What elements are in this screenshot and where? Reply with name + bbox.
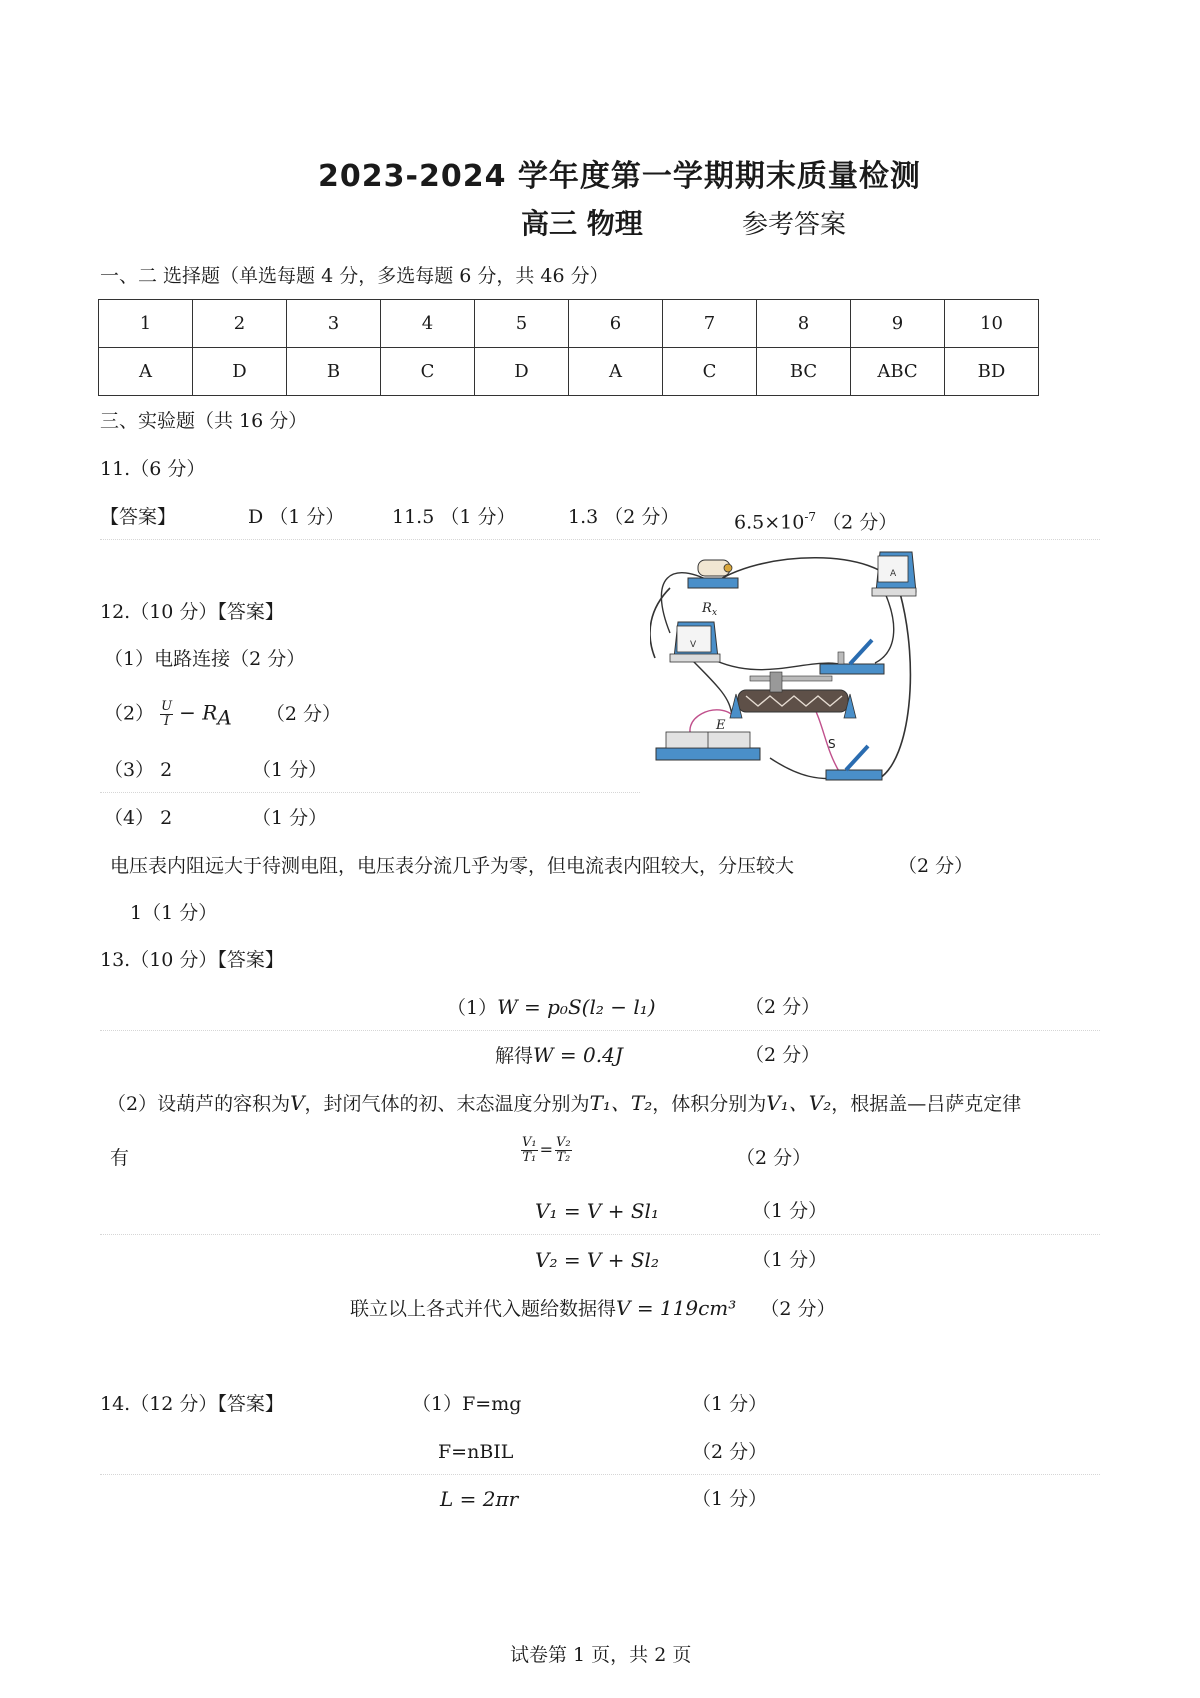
answer-tag: 【答案】 (100, 506, 177, 528)
label-rx-sub: x (712, 608, 718, 618)
label-switch: S (828, 737, 836, 751)
q13-eq4: V₁ = V + Sl₁ (535, 1199, 659, 1223)
ammeter-icon (872, 552, 916, 596)
table-cell: C (381, 348, 475, 396)
q13-conclusion-text: 联立以上各式并代入题给数据得 (350, 1298, 617, 1320)
fraction-numerator: V₂ (556, 1135, 571, 1150)
label-rx: R (702, 601, 712, 616)
table-cell: 5 (475, 300, 569, 348)
q13-eq3-points: （2 分） (736, 1147, 812, 1169)
q13-eq1-points: （2 分） (745, 996, 821, 1018)
battery-icon (656, 718, 760, 760)
q12-part-2-points: （2 分） (265, 702, 341, 725)
fraction-u-over-i (160, 700, 173, 729)
label-ammeter: A (890, 569, 897, 579)
equals-sign: = (539, 1140, 554, 1159)
table-cell: A (569, 348, 663, 396)
q12-part-1: （1）电路连接（2 分） (104, 648, 306, 670)
question-14-label: 14.（12 分）【答案】 (100, 1393, 284, 1415)
divider (100, 1234, 1100, 1235)
subject-title: 高三 物理 (521, 207, 643, 240)
rheostat-icon (730, 672, 856, 718)
q12-part-2-minus: − R (179, 700, 218, 725)
q11-answer-1: D （1 分） (248, 506, 345, 528)
page-title: 2023-2024 学年度第一学期期末质量检测 (318, 159, 921, 194)
q12-part-4-points: （1 分） (252, 807, 328, 829)
q11-answer-3: 1.3 （2 分） (568, 506, 680, 528)
q12-explanation: 电压表内阻远大于待测电阻，电压表分流几乎为零，但电流表内阻较大，分压较大 (110, 855, 795, 877)
q13-conclusion (350, 1296, 835, 1321)
voltmeter-icon (670, 622, 720, 662)
table-cell: D (475, 348, 569, 396)
page-footer: 试卷第 1 页，共 2 页 (510, 1644, 692, 1666)
q13-eq1-prefix: （1） (447, 997, 498, 1019)
q13-part-2-text (107, 1091, 1021, 1116)
q11-answer-4-points: （2 分） (822, 511, 898, 534)
q14-eq1-points: （1 分） (692, 1393, 768, 1415)
fraction-numerator: U (161, 699, 173, 714)
q13-p2-d: ，根据盖—吕萨克定律 (831, 1093, 1022, 1115)
circuit-diagram (650, 548, 940, 808)
q13-eq1-formula: W = p₀S(l₂ − l₁) (497, 995, 656, 1019)
divider (100, 1030, 1100, 1031)
q13-p2-c: ，体积分别为 (652, 1093, 767, 1115)
table-cell: 8 (757, 300, 851, 348)
table-row-numbers (99, 300, 1039, 348)
q12-part-4: （4） 2 (104, 807, 173, 829)
q13-eq2-points: （2 分） (745, 1044, 821, 1066)
table-cell: D (193, 348, 287, 396)
table-cell: BD (945, 348, 1039, 396)
switch-s-icon (826, 737, 882, 780)
q13-conclusion-formula: V = 119cm³ (616, 1296, 737, 1320)
q13-eq2-prefix: 解得 (495, 1045, 534, 1067)
fraction-denominator: I (164, 714, 170, 729)
table-cell: C (663, 348, 757, 396)
table-cell: 7 (663, 300, 757, 348)
question-12-label: 12.（10 分）【答案】 (100, 601, 284, 623)
q13-eq5-points: （1 分） (752, 1249, 828, 1271)
answer-key-tag: 参考答案 (742, 210, 847, 240)
divider (100, 1474, 1100, 1475)
resistor-rx-icon (688, 560, 738, 618)
q12-extra: 1（1 分） (130, 902, 218, 924)
q13-eq2-formula: W = 0.4J (533, 1043, 623, 1067)
q14-eq3-points: （1 分） (692, 1488, 768, 1510)
q13-you: 有 (110, 1147, 130, 1169)
q13-eq2 (495, 1043, 623, 1068)
fraction-denominator: T₁ (522, 1150, 537, 1165)
divider (100, 539, 1100, 540)
section-heading-experiment: 三、实验题（共 16 分） (100, 410, 308, 432)
q13-ratio-equation (521, 1136, 572, 1165)
q13-p2-v: V (290, 1091, 305, 1115)
table-cell: 3 (287, 300, 381, 348)
table-cell: 6 (569, 300, 663, 348)
q12-part-2-label: （2） (104, 702, 155, 725)
q13-eq1 (447, 995, 656, 1020)
choice-answer-table (98, 299, 1039, 396)
table-cell: 10 (945, 300, 1039, 348)
table-cell: A (99, 348, 193, 396)
table-cell: BC (757, 348, 851, 396)
q13-conclusion-points: （2 分） (760, 1298, 836, 1320)
q13-p2-t: T₁、T₂ (589, 1091, 653, 1115)
table-cell: ABC (851, 348, 945, 396)
q11-answer-2: 11.5 （1 分） (392, 506, 516, 528)
q11-answer-4-exponent: -7 (804, 510, 817, 524)
table-cell: 9 (851, 300, 945, 348)
label-battery: E (716, 718, 726, 733)
table-row-answers (99, 348, 1039, 396)
fraction-v2-t2 (555, 1136, 572, 1165)
q13-eq5: V₂ = V + Sl₂ (535, 1248, 659, 1272)
q14-eq2-points: （2 分） (692, 1441, 768, 1463)
divider (100, 792, 640, 793)
q12-part-3: （3） 2 (104, 759, 173, 781)
fraction-v1-t1 (521, 1136, 538, 1165)
q11-answer-4-base: 6.5×10 (734, 511, 805, 534)
section-heading-choice: 一、二 选择题（单选每题 4 分，多选每题 6 分，共 46 分） (100, 265, 609, 287)
q12-part-3-points: （1 分） (252, 759, 328, 781)
q11-answer-4 (734, 505, 897, 534)
question-11-label: 11.（6 分） (100, 458, 206, 480)
table-cell: 2 (193, 300, 287, 348)
label-voltmeter: V (690, 640, 697, 650)
q13-p2-b: ，封闭气体的初、末态温度分别为 (304, 1093, 590, 1115)
q12-part-2-sub: A (217, 705, 232, 730)
q12-part-2 (104, 700, 341, 729)
q12-explanation-points: （2 分） (898, 855, 974, 877)
q14-eq1: （1）F=mg (412, 1393, 522, 1415)
fraction-numerator: V₁ (522, 1135, 537, 1150)
q13-eq4-points: （1 分） (752, 1200, 828, 1222)
q14-eq3: L = 2πr (440, 1487, 519, 1511)
fraction-denominator: T₂ (556, 1150, 571, 1165)
q13-p2-vs: V₁、V₂ (766, 1091, 832, 1115)
table-cell: B (287, 348, 381, 396)
q14-eq2: F=nBIL (438, 1441, 514, 1463)
switch-upper-icon (820, 640, 884, 674)
table-cell: 1 (99, 300, 193, 348)
question-13-label: 13.（10 分）【答案】 (100, 949, 284, 971)
q13-p2-a: （2）设葫芦的容积为 (107, 1093, 291, 1115)
table-cell: 4 (381, 300, 475, 348)
